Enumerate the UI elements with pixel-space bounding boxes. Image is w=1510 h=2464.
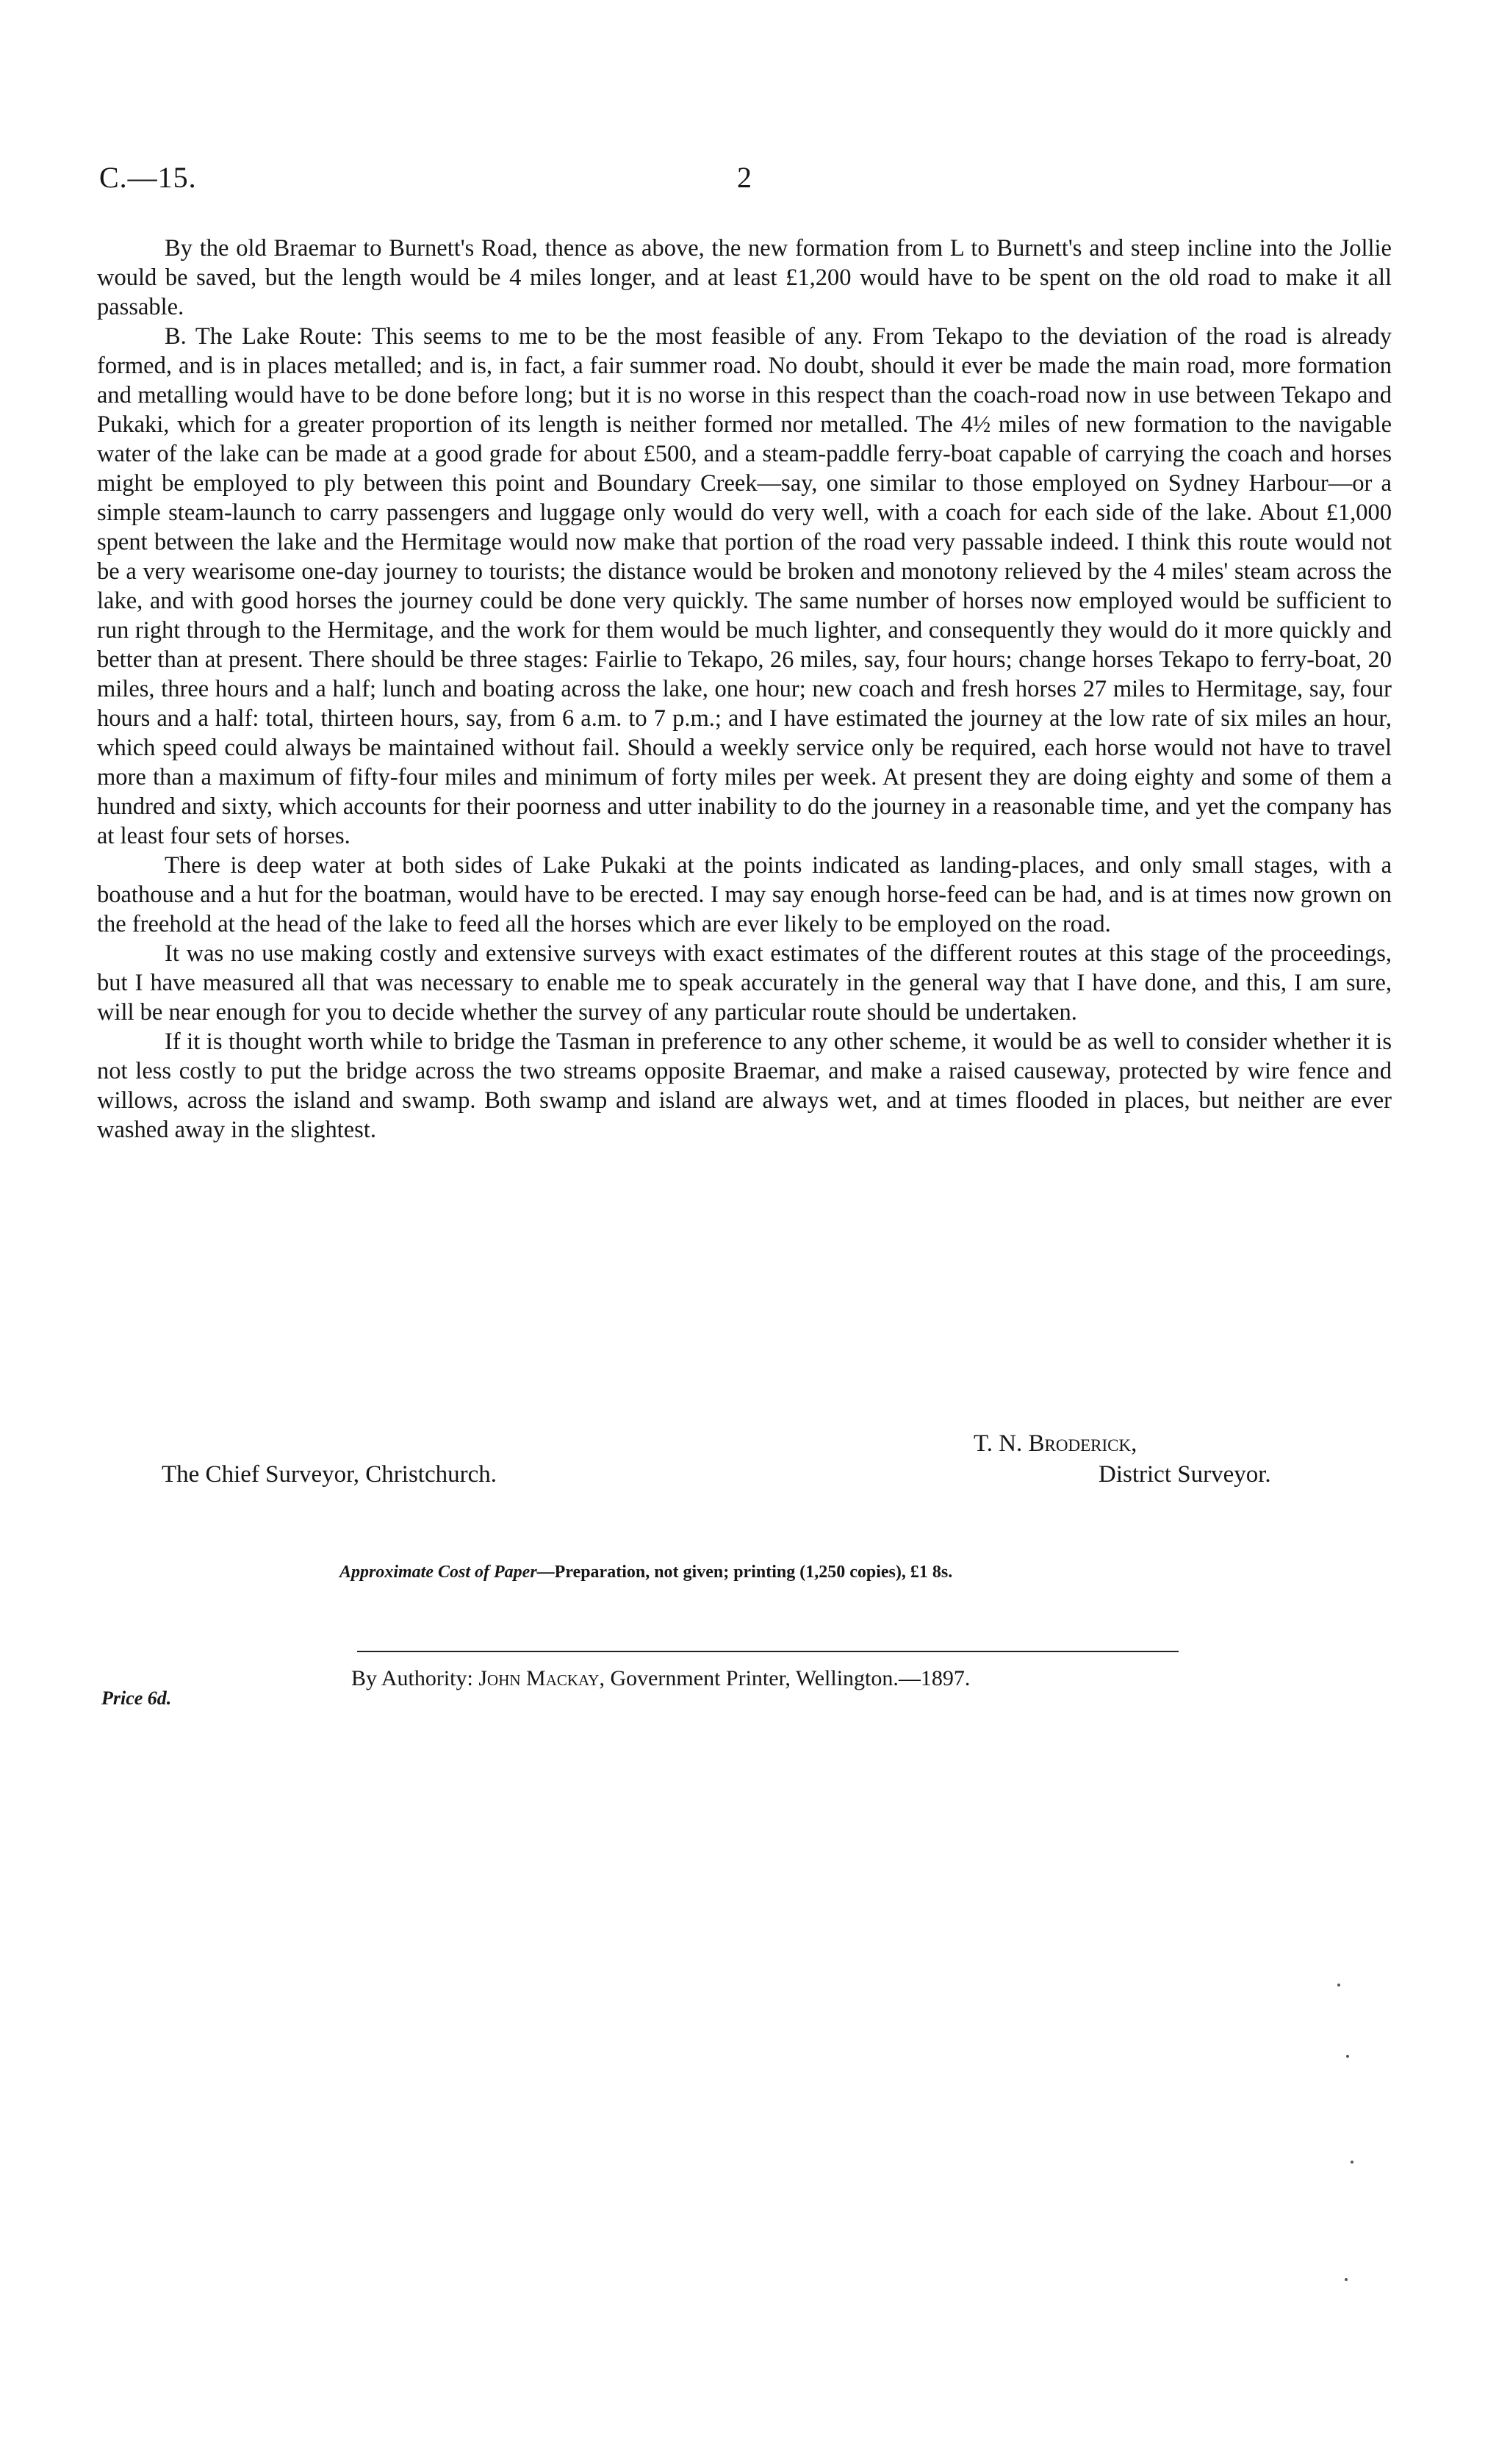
paragraph-tasman-bridge: If it is thought worth while to bridge the Tasman in preference to any other scheme, it would be as well to consider whether it is not less costly to put the bridge across the two streams opposite Braemar, and make a raised causeway, protected by wire fence and willows, across the island and swamp. Both swamp and island are always wet, and at times flooded in places, but neither are ever washed away in the slightest. [97, 1029, 1392, 1143]
print-speck [1337, 1984, 1340, 1986]
paragraph-deep-water: There is deep water at both sides of Lake Pukaki at the points indicated as landing-places, and only small stages, with a boathouse and a hut for the boatman, would have to be erected. I may say enough horse-feed can be had, and is at times now grown on the freehold at the head of the lake to feed all the horses which are ever likely to be employed on the road. [97, 852, 1392, 937]
print-speck [1351, 2161, 1353, 2164]
document-reference: C.—15. [99, 161, 197, 194]
authority-prefix: By Authority: [351, 1666, 479, 1690]
price: Price 6d. [101, 1687, 172, 1709]
printer-authority [351, 1666, 970, 1691]
page-number: 2 [737, 161, 752, 194]
addressee: The Chief Surveyor, Christchurch. [162, 1461, 497, 1488]
cost-of-paper [339, 1563, 952, 1582]
document-body [97, 234, 1392, 1145]
cost-label: Approximate Cost of Paper [339, 1563, 537, 1582]
print-speck [1346, 2055, 1349, 2058]
cost-text: —Preparation, not given; printing (1,250 copies), £1 8s. [536, 1563, 953, 1582]
printer-name: John Mackay [478, 1666, 600, 1690]
footer-divider [357, 1651, 1179, 1652]
paragraph-surveys: It was no use making costly and extensive surveys with exact estimates of the different routes at this stage of the proceedings, but I have measured all that was necessary to enable me to speak accurately in the general way that I have done, and this, I am sure, will be near enough for you to decide whether the survey of any particular route should be undertaken. [97, 940, 1392, 1026]
authority-suffix: , Government Printer, Wellington.—1897. [599, 1666, 971, 1690]
paragraph-braemar-road: By the old Braemar to Burnett's Road, thence as above, the new formation from L to Burnett's and steep incline into the Jollie would be saved, but the length would be 4 miles longer, and at least £1,200 would have to be spent on the old road to make it all passable. [97, 235, 1392, 320]
signature-name: T. N. Broderick, [974, 1430, 1137, 1457]
paragraph-lake-route: B. The Lake Route: This seems to me to be the most feasible of any. From Tekapo to the deviation of the road is already formed, and is in places metalled; and is, in fact, a fair summer road. No doubt, should it ever be made the main road, more formation and metalling would have to be done before long; but it is no worse in this respect than the coach-road now in use between Tekapo and Pukaki, which for a greater proportion of its length is neither formed nor metalled. The 4½ miles of new formation to the navigable water of the lake can be made at a good grade for about £500, and a steam-paddle ferry-boat capable of carrying the coach and horses might be employed to ply between this point and Boundary Creek—say, one similar to those employed on Sydney Harbour—or a simple steam-launch to carry passengers and luggage only would do very well, with a coach for each side of the lake. About £1,000 spent between the lake and the Hermitage would now make that portion of the road very passable indeed. I think this route would not be a very wearisome one-day journey to tourists; the distance would be broken and monotony relieved by the 4 miles' steam across the lake, and with good horses the journey could be done very quickly. The same number of horses now employed would be sufficient to run right through to the Hermitage, and the work for them would be much lighter, and consequently they would do it more quickly and better than at present. There should be three stages: Fairlie to Tekapo, 26 miles, say, four hours; change horses Tekapo to ferry-boat, 20 miles, three hours and a half; lunch and boating across the lake, one hour; new coach and fresh horses 27 miles to Hermitage, say, four hours and a half: total, thirteen hours, say, from 6 a.m. to 7 p.m.; and I have estimated the journey at the low rate of six miles an hour, which speed could always be maintained without fail. Should a weekly service only be required, each horse would not have to travel more than a maximum of fifty-four miles and minimum of forty miles per week. At present they are doing eighty and some of them a hundred and sixty, which accounts for their poorness and utter inability to do the journey in a reasonable time, and yet the company has at least four sets of horses. [97, 323, 1392, 849]
print-speck [1345, 2278, 1348, 2281]
signature-title: District Surveyor. [1099, 1461, 1271, 1488]
